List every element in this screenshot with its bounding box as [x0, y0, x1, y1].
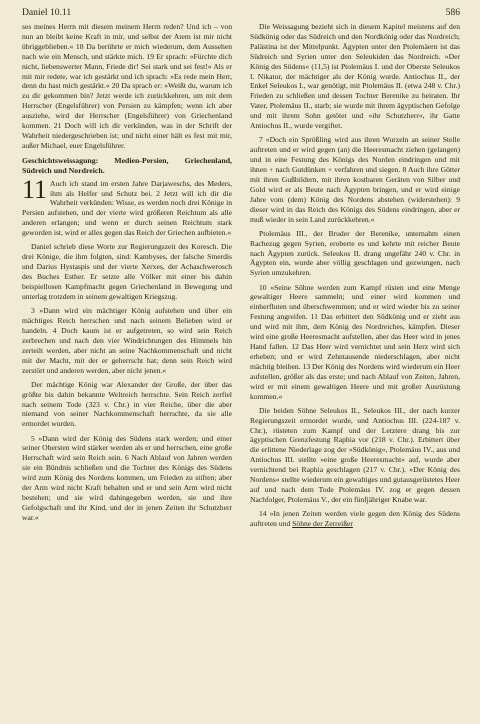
- verse-paragraph: 3 »Dann wird ein mächtiger König aufstehen und über ein mächtiges Reich herrschen und nach seinem Belieben wird er handeln. 4 Doch kaum ist er aufgetreten, so wird sein Reich zerbrechen und nach den vier Windrichtungen des Himmels hin zerteilt werden, aber nicht an seine Nachkommenschaft und nicht mit der Macht, mit der er geherrscht hat; denn sein Reich wird zerstört und anderen werden, aber nicht jenen.«: [22, 306, 232, 375]
- left-column: [22, 22, 232, 533]
- verse-paragraph: 7 »Doch ein Sprößling wird aus ihren Wurzeln an seiner Stelle auftreten und er wird gegen (an) die Heeresmacht ziehen (gelangen) und in eine Festung des Königs des Norden eindringen und mit ihnen + nach Gutdünken + verfahren und siegen. 8 Auch ihre Götter mit ihren Gußbildern, mit ihren kostbaren Geräten von Silber und Gold wird er als Beute nach Ägypten bringen, und er wird einige Jahre vom (dem) König des Nordens abstehen (widerstehen): 9 dieser wird in das Reich des Königs des Südens eindringen, aber er muß wieder in sein Land zurückkehren.«: [250, 135, 460, 224]
- running-header: [22, 4, 460, 20]
- underlined-phrase: Söhne der Zerreißer: [292, 518, 353, 528]
- verse-paragraph: ses meines Herrn mit diesem meinem Herrn reden? Und ich – von nun an bleibt keine Kraft in mir, und selbst der Atem ist mir nicht übriggeblieben.« 18 Da berührte er mich wiederum, dem Aussehen nach wie ein Mensch, und stärkte mich. 19 Er sprach: »Fürchte dich nicht, liebenswerter Mann, Friede dir! Sei stark und sei fest!« Als er mit mir redete, war ich gestärkt und ich sprach: »Es rede mein Herr, denn du hast mich gestärkt.« 20 Da sprach er: »Weißt du, warum ich zu dir gekommen bin? Jetzt werde ich zurückkehren, um mit dem Herrscher (Engelsführer) von Persien zu kämpfen; wenn ich aber ausziehe, wird der Herrscher (Engelsführer) von Griechenland kommen. 21 Doch will ich dir verkünden, was in der Schrift der Wahrheit niedergeschrieben ist; und nicht einer hält es fest mit mir, außer Michael, euer Engelsführer.: [22, 22, 232, 150]
- verse-paragraph: 5 »Dann wird der König des Südens stark werden; und einer seiner Obersten wird stärker werden als er und herrschen, eine große Herrschaft wird sein Reich sein. 6 Nach Ablauf von Jahren werden sie ein Bündnis schließen und die Tochter des Königs des Südens wird zum König des Nordens kommen, um Frieden zu stiften; aber der Arm wird nicht Kraft behalten und er und sein Arm wird nicht bestehen; und sie wird dahingegeben werden, sie und ihre Gefolgschaft und ihr Kind, und der in jenen Zeiten ihr Schutzherr war.«: [22, 433, 232, 522]
- commentary-paragraph: Die Weissagung bezieht sich in diesem Kapitel meistens auf den Südkönig oder das Südreich und den Nordkönig oder das Nordreich; Palästina ist der Mittelpunkt. Ägypten unter den Ptolemäern ist das Südreich und Syrien unter den Seleukiden das Nordreich. »Der König des Südens« (11,5) ist Ptolemäus I. und der Oberste Seleukos I. Nikator, der mächtiger als der König wurde. Antiochus II., der Enkel Seleukos I., war genötigt, mit Ptolemäus II. (etwa 248 v. Chr.) Frieden zu schließen und dessen Tochter Berenike zu heiraten. Ihr Vater, Ptolemäus II., starb; sie wurde mit ihrem ägyptischen Gefolge und mit ihrem Sohn getötet und »ihr Schutzherr«, ihr Gatte Antiochus II., wurde vergiftet.: [250, 22, 460, 131]
- commentary-paragraph: Ptolemäus III., der Bruder der Berenike, unternahm einen Rachezug gegen Syrien, eroberte es und kehrte mit reicher Beute nach Ägypten zurück. Seleukos II. drang ungefähr 240 v. Chr. in Ägypten ein, wurde aber völlig geschlagen und gezwungen, nach Syrien umzukehren.: [250, 228, 460, 278]
- commentary-paragraph: Der mächtige König war Alexander der Große, der über das größte bis dahin bekannte Weltreich herrschte. Sein Reich zerfiel nach seinem Tode (323 v. Chr.) in vier Reiche, über die aber niemand von seiner Nachkommenschaft herrschte, da sie alle ermordet wurden.: [22, 379, 232, 429]
- page-number: 586: [445, 6, 460, 18]
- two-column-body: [22, 22, 460, 533]
- chapter-number: 11: [22, 174, 48, 204]
- right-column: [250, 22, 460, 533]
- section-heading: Geschichtsweissagung: Medien-Persien, Griechenland, Südreich und Nordreich.: [22, 155, 232, 175]
- chapter-opening-paragraph: [22, 174, 232, 238]
- verse-paragraph: 10 »Seine Söhne werden zum Kampf rüsten und eine Menge gewaltiger Heere sammeln; und einer wird kommen und einherfluten und überschwemmen; und er wird wieder bis zu seiner Festung angreifen. 11 Das erbittert den Südkönig und er zieht aus und wird mit ihm, dem König des Nordreiches, kämpfen. Dieser wird eine große Heeresmacht aufstellen, aber das Heer wird in jenes Hand fallen. 12 Das Heer wird vernichtet und sein Herz wird sich erheben; und er wird Zehntausende niederschlagen, aber nicht mächtig bleiben. 13 Der König des Nordens wird wiederum ein Heer aufstellen, größer als das erste; und nach Ablauf von Zeiten, Jahren, wird er mit einem gewaltigen Heere und mit großer Ausrüstung kommen.«: [250, 282, 460, 401]
- commentary-paragraph: Daniel schrieb diese Worte zur Regierungszeit des Koresch. Die drei Könige, die ihm folgten, sind: Kambyses, der falsche Smerdis und Darius Hystaspis und der vierte Xerxes, der Achaschwerosch des Buches Esther. Er setzte alle Völker mit einer bis dahin beispiellosen Kampfmacht gegen Griechenland in Bewegung und unterlag trotzdem in seinem gewaltigen Kriegszug.: [22, 242, 232, 301]
- verse-text: 14 »In jenen Zeiten werden viele gegen den König des Südens auftreten und: [250, 509, 460, 528]
- verse-paragraph: [250, 509, 460, 529]
- chapter-reference: Daniel 10.11: [22, 6, 72, 18]
- commentary-paragraph: Die beiden Söhne Seleukos II., Seleukos III., der nach kurzer Regierungszeit ermordet wurde, und Antiochus III. (224-187 v. Chr.), rüsteten zum Kampf und der Letztere drang bis zur ägyptischen Grenzfestung Raphia vor (218 v. Chr.). Erbittert über die erlittene Niederlage zog der »Südkönig«, Ptolemäus IV., aus und Antiochus III. stellte »eine große Heeresmacht« auf, wurde aber vernichtend bei Raphia geschlagen (217 v. Chr.). »Der König des Nordens« stellte wiederum ein gewaltiges und gutausgerüstetes Heer auf und nach dem Tode Ptolemäus IV. zog er gegen dessen Nachfolger, Ptolemäus V., der ein fünfjähriger Knabe war.: [250, 405, 460, 504]
- chapter-opening-text: Auch ich stand im ersten Jahre Darjaweschs, des Meders, ihm als Helfer und Schutz bei. 2 Jetzt will ich dir die Wahrheit verkünden: Wisse, es werden noch drei Könige in Persien aufstehen, und der vierte wird größeren Reichtum als alle anderen erlangen; und wenn er durch seinen Reichtum stark geworden ist, wird er alles gegen das Reich der Griechen aufbieten.«: [22, 178, 232, 238]
